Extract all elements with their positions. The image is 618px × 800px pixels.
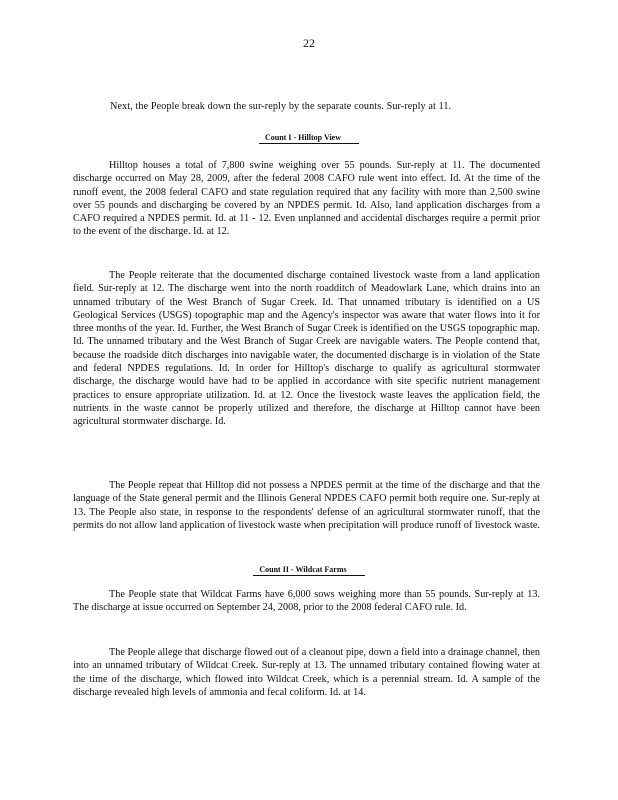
paragraph-text: The People allege that discharge flowed out of a cleanout pipe, down a field into a drainage channel, then into an unnamed tributary of Wildcat Creek. Sur-reply at 13. The unnamed tributary contained flowing water at the time of the discharge, which flowed into Wildcat Creek, which is a perennial stream. Id. A sample of the discharge revealed high levels of ammonia and fecal coliform. Id. at 14. [73,647,540,698]
paragraph-text: Hilltop houses a total of 7,800 swine weighing over 55 pounds. Sur-reply at 11. The documented discharge occurred on May 28, 2009, after the federal 2008 CAFO rule went into effect. Id. At the time of the runoff event, the 2008 federal CAFO and state regulation required that any facility with more than 2,500 swine over 55 pounds and discharging be covered by an NPDES permit. Id. Also, land application discharges from a CAFO required a NPDES permit. Id. at 11 - 12. Even unplanned and accidental discharges require a permit prior to the event of the discharge. Id. at 12. [73,160,540,238]
count-one-paragraph-1 [73,159,540,239]
count-two-paragraph-1 [73,588,540,615]
paragraph-text: The People repeat that Hilltop did not possess a NPDES permit at the time of the discharge and that the language of the State general permit and the Illinois General NPDES CAFO permit both require one. Sur-reply at 13. The People also state, in response to the respondents' defense of an agricultural stormwater runoff, that the permits do not allow land application of livestock waste when precipitation will produce runoff of livestock waste. [73,480,540,531]
intro-sentence: Next, the People break down the sur-reply by the separate counts. Sur-reply at 11. [110,101,452,112]
count-two-heading-text: Count II - Wildcat Farms [253,565,364,576]
count-two-heading [0,565,618,574]
paragraph-text: The People reiterate that the documented discharge contained livestock waste from a land application field. Sur-reply at 12. The discharge went into the north roadditch of Meadowlark Lane, which drains into an unnamed tributary of the West Branch of Sugar Creek. Id. That unnamed tributary is identified on a US Geological Services (USGS) topographic map and the Agency's inspector was aware that water flows into it for three months of the year. Id. Further, the West Branch of Sugar Creek is identified on the USGS topographic map. Id. The unnamed tributary and the West Branch of Sugar Creek are navigable waters. The People contend that, because the roadside ditch discharges into navigable water, the documented discharge is in violation of the State and federal NPDES regulations. Id. In order for Hilltop's discharge to qualify as agricultural stormwater discharge, the discharge would have had to be applied in accordance with site specific nutrient management practices to ensure appropriate utilization. Id. at 12. Once the livestock waste leaves the application field, the nutrients in the waste cannot be properly utilized and therefore, the discharge at Hilltop cannot have been agricultural stormwater discharge. Id. [73,270,540,428]
page-number: 22 [303,36,315,50]
count-one-paragraph-3 [73,479,540,532]
count-one-heading-text: Count I - Hilltop View [259,133,359,144]
count-one-heading [0,133,618,142]
count-two-paragraph-2 [73,646,540,699]
paragraph-text: The People state that Wildcat Farms have 6,000 sows weighing more than 55 pounds. Sur-reply at 13. The discharge at issue occurred on September 24, 2008, prior to the 2008 federal CAFO rule. Id. [73,589,540,614]
count-one-paragraph-2 [73,269,540,429]
